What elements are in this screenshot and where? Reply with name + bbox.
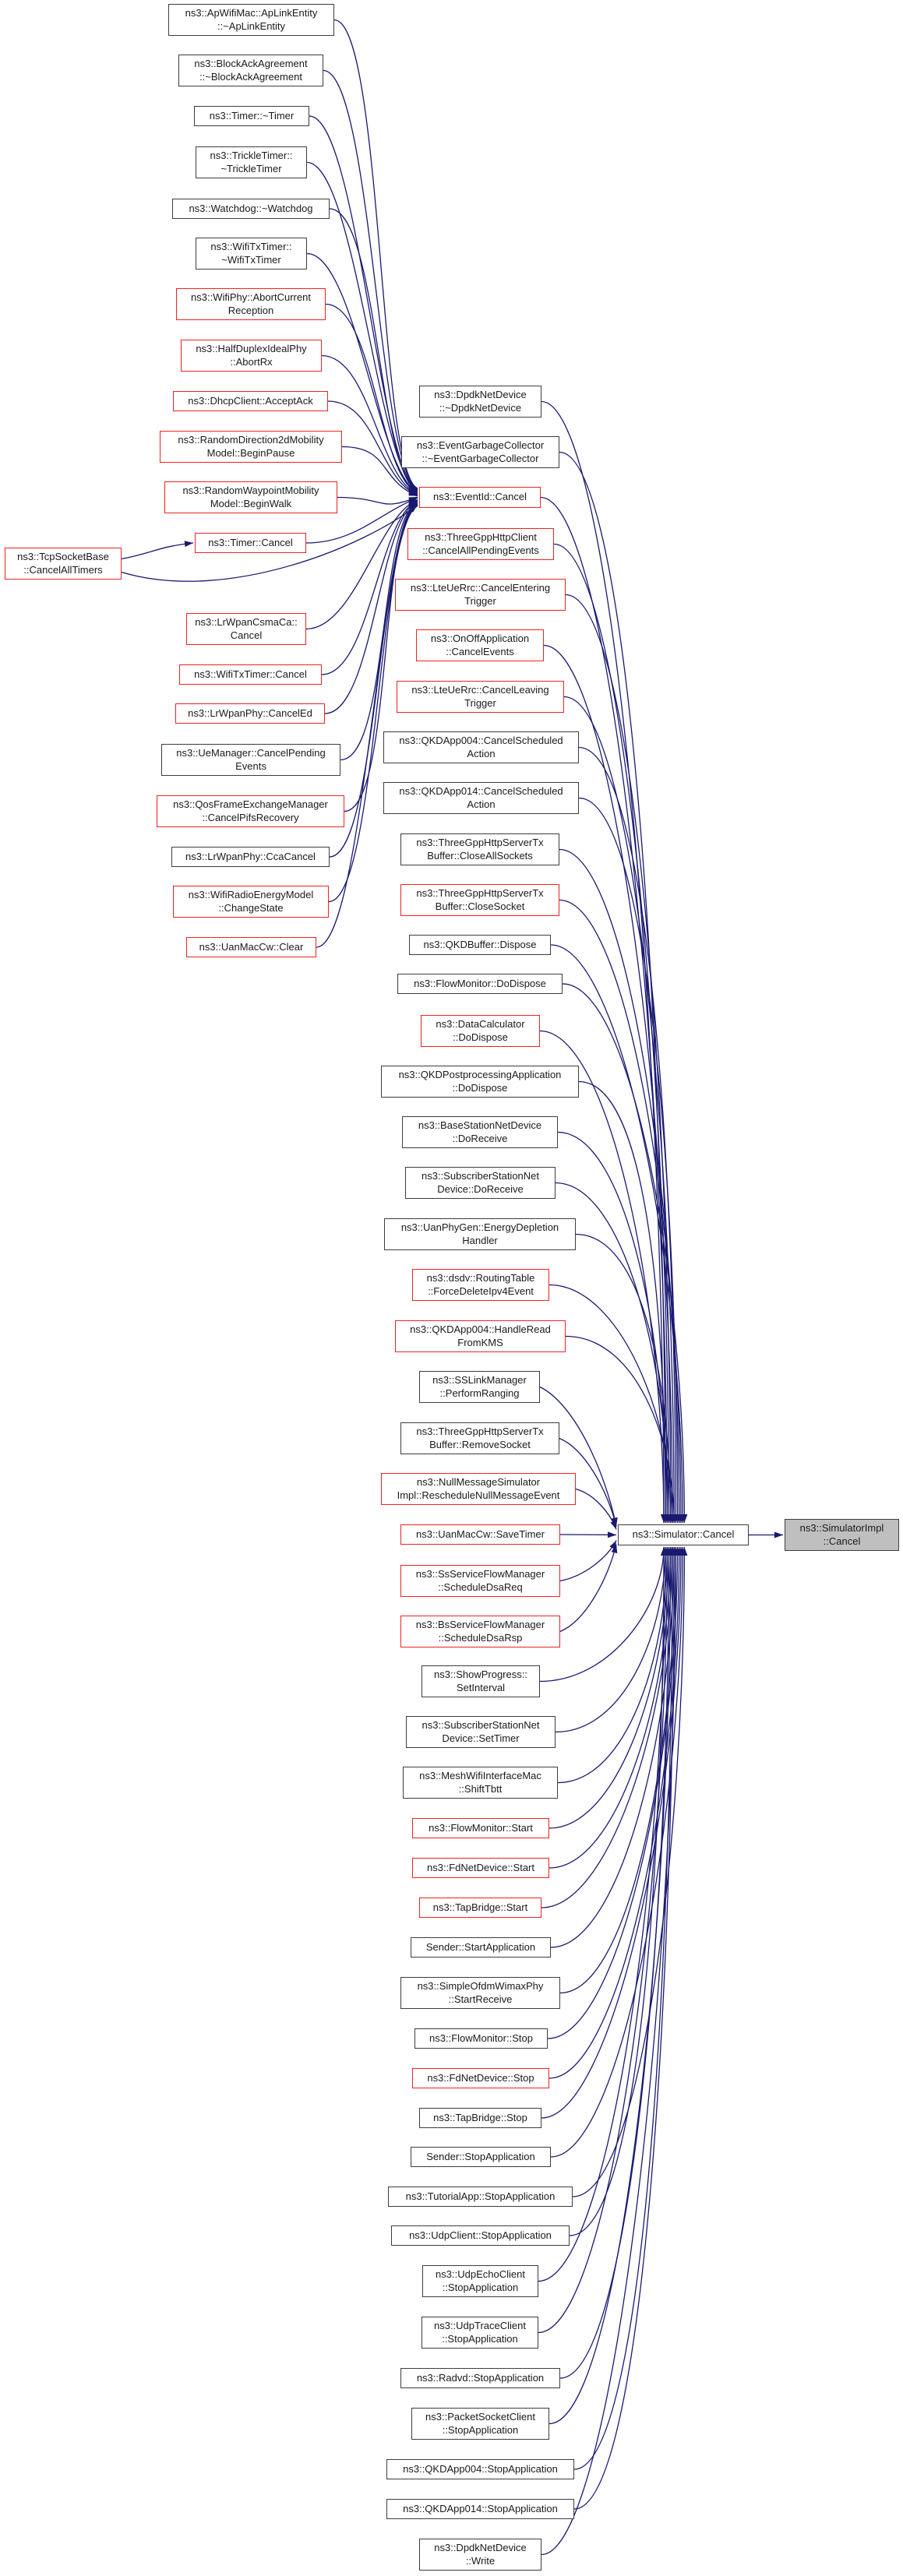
call-edge-three-gpp-http-server-tx-buffer-close-socket--simulator-cancel [559, 900, 681, 1524]
node-label-line: ::ShiftTbtt [458, 1782, 503, 1795]
node-label-line: ns3::Simulator::Cancel [632, 1528, 735, 1541]
node-label-line: ns3::SubscriberStationNet [421, 1170, 540, 1182]
node-label-line: Impl::RescheduleNullMessageEvent [397, 1489, 560, 1501]
node-label-line: ns3::TcpSocketBase [17, 551, 109, 562]
graph-node-flow-monitor-stop[interactable] [414, 2028, 548, 2049]
node-label-line: Trigger [464, 594, 496, 607]
node-label-line: ns3::TrickleTimer:: [210, 150, 293, 161]
node-label-line: ns3::ApWifiMac::ApLinkEntity [185, 7, 318, 19]
node-label-line: Buffer::CloseSocket [435, 900, 525, 912]
graph-node-packet-socket-client-stop-application[interactable] [411, 2408, 549, 2440]
node-label-line: ns3::PacketSocketClient [425, 2411, 535, 2423]
node-label-line: ::AbortRx [230, 355, 273, 368]
node-label-line: ns3::MeshWifiInterfaceMac [419, 1770, 541, 1781]
graph-node-lr-wpan-phy-cancel-ed[interactable] [175, 703, 325, 724]
node-label-line: ::CancelPifsRecovery [202, 811, 299, 823]
graph-node-uan-mac-cw-save-timer[interactable] [400, 1524, 560, 1545]
graph-node-dhcp-client-accept-ack[interactable] [173, 391, 328, 411]
node-label-line: Reception [228, 304, 274, 316]
node-label-line: Trigger [464, 696, 496, 709]
node-label-line: ns3::QKDBuffer::Dispose [423, 938, 537, 950]
node-label-line: ns3::ThreeGppHttpServerTx [416, 837, 544, 848]
graph-node-null-message-simulator-impl-reschedule-null-message-event[interactable] [381, 1473, 576, 1505]
node-label-line: ns3::WifiRadioEnergyModel [188, 889, 314, 900]
node-label-line: ns3::FdNetDevice::Start [427, 1861, 534, 1873]
graph-node-data-calculator-do-dispose[interactable] [421, 1015, 540, 1047]
node-label-line: ns3::Watchdog::~Watchdog [189, 202, 313, 214]
node-label-line: ns3::TutorialApp::StopApplication [405, 2190, 556, 2202]
call-edge-three-gpp-http-server-tx-buffer-close-all-sockets--simulator-cancel [559, 850, 679, 1524]
graph-node-qkd-buffer-dispose[interactable] [409, 935, 551, 955]
node-label-line: ::ScheduleDsaRsp [438, 1631, 523, 1644]
graph-node-tcp-socket-base-cancel-all-timers[interactable] [5, 548, 122, 580]
node-label-line: ns3::LteUeRrc::CancelLeaving [411, 684, 549, 696]
graph-node-simulator-cancel[interactable] [618, 1524, 749, 1545]
node-label-line: Device::SetTimer [442, 1732, 520, 1744]
node-label-line: ns3::UeManager::CancelPending [176, 747, 326, 759]
node-label-line: ns3::NullMessageSimulator [416, 1476, 541, 1488]
call-edge-flow-monitor-start--simulator-cancel [549, 1547, 669, 1828]
node-label-line: ns3::QKDApp004::HandleRead [410, 1323, 551, 1335]
node-label-line: ~TrickleTimer [220, 162, 282, 174]
node-label-line: Action [467, 747, 496, 759]
node-label-line: ns3::RandomWaypointMobility [182, 485, 319, 496]
graph-node-show-progress-set-interval[interactable] [422, 1665, 540, 1697]
call-edge-qkd-app004-handle-read-from-kms--simulator-cancel [566, 1337, 674, 1524]
node-label-line: ns3::QKDApp014::StopApplication [403, 2502, 558, 2514]
node-label-line: ::~EventGarbageCollector [422, 452, 539, 464]
graph-node-sender-stop-application[interactable] [411, 2147, 551, 2167]
node-label-line: ns3::DpdkNetDevice [434, 389, 527, 400]
node-label-line: Sender::StopApplication [426, 2150, 535, 2162]
call-edge-udp-echo-client-stop-application--simulator-cancel [538, 1547, 665, 2282]
graph-node-random-waypoint-begin-walk[interactable] [164, 481, 337, 513]
node-label-line: ns3::QKDApp004::CancelScheduled [399, 735, 563, 746]
graph-node-lte-ue-rrc-cancel-leaving-trigger[interactable] [397, 681, 564, 713]
node-label-line: ns3::FlowMonitor::Stop [429, 2032, 533, 2044]
node-label-line: Events [235, 759, 266, 772]
graph-node-random-direction-2d-begin-pause[interactable] [160, 431, 342, 463]
call-edge-tcp-socket-base-cancel-all-timers--timer-cancel [122, 543, 193, 559]
node-label-line: ns3::SimpleOfdmWimaxPhy [417, 1980, 544, 1992]
node-label-line: ns3::LteUeRrc::CancelEntering [410, 582, 551, 594]
node-label-line: FromKMS [457, 1336, 503, 1348]
node-label-line: ::~DpdkNetDevice [439, 401, 522, 414]
node-label-line: ns3::Radvd::StopApplication [416, 2371, 545, 2384]
call-edge-flow-monitor-stop--simulator-cancel [548, 1547, 678, 2039]
node-label-line: ns3::UdpTraceClient [433, 2320, 526, 2331]
node-label-line: ns3::DhcpClient::AcceptAck [188, 394, 313, 407]
node-label-line: ::Write [465, 2554, 496, 2567]
graph-node-subscriber-station-net-device-set-timer[interactable] [406, 1716, 556, 1748]
node-label-line: ns3::RandomDirection2dMobility [178, 434, 324, 446]
node-label-line: Model::BeginPause [206, 446, 295, 459]
graph-node-qkd-app004-cancel-scheduled-action[interactable] [383, 731, 579, 763]
graph-node-qkd-app004-stop-application[interactable] [386, 2459, 574, 2479]
node-label-line: ns3::SsServiceFlowManager [415, 1568, 545, 1580]
graph-node-tutorial-app-stop-application[interactable] [388, 2187, 573, 2207]
graph-node-lr-wpan-phy-cca-cancel[interactable] [171, 847, 330, 867]
node-label-line: ::StopApplication [442, 2281, 519, 2293]
call-edge-tap-bridge-stop--simulator-cancel [541, 1547, 681, 2118]
call-edge-ap-link-entity-dtor--event-id-cancel [334, 20, 418, 489]
graph-node-dsdv-routing-table-force-delete-ipv4-event[interactable] [412, 1269, 549, 1301]
call-edge-radvd-stop-application--simulator-cancel [560, 1547, 669, 2378]
node-label-line: ns3::TapBridge::Start [432, 1901, 528, 1913]
call-edge-block-ack-agreement-dtor--event-id-cancel [323, 71, 418, 489]
node-label-line: ns3::QKDPostprocessingApplication [398, 1069, 562, 1080]
graph-node-watchdog-dtor[interactable] [172, 199, 330, 219]
graph-node-half-duplex-ideal-phy-abort-rx[interactable] [181, 340, 322, 372]
node-label-line: Sender::StartApplication [425, 1940, 536, 1953]
call-edge-ue-manager-cancel-pending-events--event-id-cancel [340, 502, 418, 760]
graph-node-radvd-stop-application[interactable] [400, 2368, 560, 2388]
graph-node-uan-mac-cw-clear[interactable] [186, 937, 316, 957]
graph-node-qos-fem-cancel-pifs-recovery[interactable] [157, 795, 344, 827]
call-edge-null-message-simulator-impl-reschedule-null-message-event--simulator-cancel [576, 1489, 616, 1530]
node-label-line: ns3::DataCalculator [436, 1018, 525, 1030]
graph-node-simulator-impl-cancel [785, 1519, 899, 1551]
node-label-line: ns3::UdpClient::StopApplication [409, 2229, 552, 2241]
node-label-line: Buffer::RemoveSocket [429, 1438, 531, 1450]
node-label-line: ~WifiTxTimer [221, 253, 281, 266]
node-label-line: ns3::BlockAckAgreement [194, 58, 308, 69]
graph-node-subscriber-station-net-device-do-receive[interactable] [405, 1167, 556, 1199]
node-label-line: ns3::Timer::~Timer [209, 109, 295, 122]
graph-node-ap-link-entity-dtor[interactable] [168, 4, 334, 36]
graph-node-event-garbage-collector-dtor[interactable] [401, 436, 559, 468]
node-label-line: ns3::FdNetDevice::Stop [427, 2071, 534, 2084]
node-label-line: ns3::Timer::Cancel [208, 536, 293, 548]
node-label-line: ns3::SSLinkManager [432, 1374, 527, 1386]
node-label-line: ns3::UdpEchoClient [436, 2268, 525, 2280]
call-edge-half-duplex-ideal-phy-abort-rx--event-id-cancel [322, 356, 418, 495]
graph-node-flow-monitor-start[interactable] [412, 1818, 549, 1838]
node-label-line: ::Cancel [823, 1535, 861, 1547]
graph-node-tap-bridge-start[interactable] [419, 1898, 541, 1918]
node-label-line: ns3::EventId::Cancel [433, 491, 527, 503]
node-label-line: ::StopApplication [442, 2423, 519, 2436]
node-label-line: Action [467, 798, 496, 810]
node-label-line: ns3::BaseStationNetDevice [418, 1119, 542, 1131]
node-label-line: ::CancelEvents [446, 645, 514, 657]
call-edge-ss-service-flow-manager-schedule-dsa-req--simulator-cancel [560, 1541, 616, 1581]
node-label-line: ns3::OnOffApplication [430, 633, 530, 644]
node-label-line: ns3::TapBridge::Stop [433, 2111, 527, 2123]
node-label-line: ns3::QKDApp014::CancelScheduled [399, 785, 563, 797]
graph-node-wifi-tx-timer-cancel[interactable] [179, 664, 322, 685]
node-label-line: ::~ApLinkEntity [217, 19, 286, 32]
graph-node-simple-ofdm-wimax-phy-start-receive[interactable] [400, 1977, 560, 2009]
graph-node-qkd-app004-handle-read-from-kms[interactable] [395, 1320, 566, 1352]
graph-node-three-gpp-http-server-tx-buffer-close-socket[interactable] [400, 884, 559, 916]
node-label-line: ::ChangeState [218, 901, 284, 914]
node-label-line: ns3::UanMacCw::Clear [199, 940, 304, 953]
graph-node-fd-net-device-start[interactable] [412, 1858, 549, 1878]
graph-node-qkd-app014-cancel-scheduled-action[interactable] [383, 782, 579, 814]
node-label-line: ::CancelAllPendingEvents [422, 544, 539, 556]
graph-node-three-gpp-http-server-tx-buffer-remove-socket[interactable] [400, 1422, 559, 1454]
node-label-line: Model::BeginWalk [210, 497, 292, 509]
node-label-line: ns3::FlowMonitor::DoDispose [414, 977, 546, 989]
graph-node-uan-phy-gen-energy-depletion-handler[interactable] [384, 1218, 576, 1250]
graph-node-wifiphy-abort-current-reception[interactable] [176, 288, 326, 320]
node-label-line: ns3::LrWpanPhy::CcaCancel [185, 850, 316, 862]
call-edge-tutorial-app-stop-application--simulator-cancel [573, 1547, 684, 2197]
node-label-line: ns3::WifiTxTimer::Cancel [194, 668, 307, 680]
call-edge-subscriber-station-net-device-set-timer--simulator-cancel [556, 1547, 665, 1732]
node-label-line: ns3::UanPhyGen::EnergyDepletion [400, 1221, 559, 1233]
node-label-line: ::DoDispose [453, 1031, 508, 1043]
node-label-line: ::ForceDeleteIpv4Event [428, 1284, 534, 1297]
graph-node-ue-manager-cancel-pending-events[interactable] [161, 744, 340, 776]
graph-node-three-gpp-http-client-cancel-all-pending-events[interactable] [407, 528, 554, 560]
graph-node-ss-service-flow-manager-schedule-dsa-req[interactable] [400, 1565, 560, 1597]
graph-node-dpdk-net-device-write[interactable] [419, 2539, 541, 2571]
node-label-line: ::DoReceive [452, 1132, 508, 1144]
graph-node-three-gpp-http-server-tx-buffer-close-all-sockets[interactable] [400, 833, 559, 865]
graph-node-timer-dtor[interactable] [194, 106, 309, 126]
graph-node-udp-trace-client-stop-application[interactable] [422, 2317, 538, 2349]
node-label-line: ns3::ThreeGppHttpServerTx [416, 887, 544, 899]
call-edge-base-station-net-device-do-receive--simulator-cancel [558, 1133, 667, 1524]
graph-node-udp-client-stop-application[interactable] [391, 2225, 570, 2246]
node-label-line: ns3::SubscriberStationNet [422, 1719, 540, 1731]
node-label-line: ns3::WifiPhy::AbortCurrent [191, 291, 311, 303]
graph-node-base-station-net-device-do-receive[interactable] [402, 1116, 558, 1148]
graph-node-lte-ue-rrc-cancel-entering-trigger[interactable] [395, 579, 566, 611]
graph-node-trickle-timer-dtor[interactable] [196, 146, 307, 178]
graph-node-on-off-application-cancel-events[interactable] [416, 629, 544, 661]
graph-node-wifi-radio-energy-model-change-state[interactable] [173, 886, 329, 918]
graph-node-flow-monitor-do-dispose[interactable] [397, 974, 563, 994]
graph-node-lr-wpan-csma-ca-cancel[interactable] [186, 613, 306, 645]
graph-node-qkd-app014-stop-application[interactable] [386, 2499, 574, 2519]
graph-node-ss-link-manager-perform-ranging[interactable] [419, 1371, 540, 1403]
call-edge-dpdk-net-device-dtor--simulator-cancel [541, 402, 664, 1524]
node-label-line: ::PerformRanging [439, 1387, 520, 1399]
graph-node-block-ack-agreement-dtor[interactable] [178, 55, 323, 86]
graph-node-dpdk-net-device-dtor[interactable] [419, 386, 541, 418]
call-edge-simple-ofdm-wimax-phy-start-receive--simulator-cancel [560, 1547, 675, 1993]
node-label-line: ns3::FlowMonitor::Start [429, 1821, 533, 1834]
node-label-line: ns3::SimulatorImpl [799, 1522, 884, 1534]
node-label-line: Handler [462, 1234, 498, 1246]
call-edge-bs-service-flow-manager-schedule-dsa-rsp--simulator-cancel [560, 1545, 616, 1632]
graph-node-udp-echo-client-stop-application[interactable] [422, 2265, 538, 2297]
call-edge-uan-mac-cw-clear--event-id-cancel [316, 506, 418, 947]
node-label-line: ns3::ShowProgress:: [434, 1669, 527, 1680]
node-label-line: ::ScheduleDsaReq [438, 1580, 523, 1593]
node-label-line: ns3::DpdkNetDevice [434, 2542, 527, 2553]
node-label-line: ::StartReceive [448, 1993, 513, 2005]
graph-node-bs-service-flow-manager-schedule-dsa-rsp[interactable] [400, 1616, 560, 1647]
call-edge-mesh-wifi-interface-mac-shift-tbtt--simulator-cancel [558, 1547, 667, 1783]
graph-node-fd-net-device-stop[interactable] [412, 2068, 549, 2088]
node-label-line: Cancel [230, 629, 263, 641]
node-label-line: ::StopApplication [442, 2332, 518, 2345]
node-label-line: Device::DoReceive [437, 1182, 524, 1195]
node-label-line: ns3::QosFrameExchangeManager [173, 798, 328, 810]
node-label-line: ns3::LrWpanCsmaCa:: [195, 616, 298, 628]
node-label-line: ns3::UanMacCw::SaveTimer [416, 1528, 545, 1540]
node-label-line: ::~BlockAckAgreement [199, 70, 302, 83]
node-label-line: ns3::ThreeGppHttpServerTx [416, 1425, 544, 1437]
graph-node-sender-start-application[interactable] [411, 1937, 551, 1958]
graph-node-mesh-wifi-interface-mac-shift-tbtt[interactable] [403, 1767, 558, 1799]
node-label-line: SetInterval [456, 1681, 506, 1693]
graph-node-qkd-postprocessing-application-do-dispose[interactable] [381, 1066, 579, 1098]
call-edge-dpdk-net-device-write--simulator-cancel [541, 1547, 675, 2555]
graph-node-event-id-cancel[interactable] [419, 487, 541, 508]
graph-node-tap-bridge-stop[interactable] [419, 2108, 541, 2128]
node-label-line: ns3::BsServiceFlowManager [415, 1619, 545, 1630]
node-label-line: ns3::QKDApp004::StopApplication [403, 2462, 558, 2475]
node-label-line: ns3::dsdv::RoutingTable [426, 1272, 535, 1284]
call-edge-ss-link-manager-perform-ranging--simulator-cancel [540, 1387, 616, 1527]
node-label-line: ns3::HalfDuplexIdealPhy [196, 343, 307, 354]
node-label-line: Buffer::CloseAllSockets [427, 849, 533, 862]
node-label-line: ns3::EventGarbageCollector [416, 439, 545, 451]
node-label-line: ::CancelAllTimers [23, 563, 103, 576]
graph-node-timer-cancel[interactable] [195, 533, 306, 553]
node-label-line: ns3::LrWpanPhy::CancelEd [188, 707, 312, 719]
node-label-line: ns3::ThreeGppHttpClient [425, 531, 537, 543]
node-label-line: ns3::WifiTxTimer:: [210, 241, 292, 252]
node-label-line: ::DoDispose [452, 1081, 508, 1094]
graph-node-wifi-tx-timer-dtor[interactable] [196, 238, 307, 270]
